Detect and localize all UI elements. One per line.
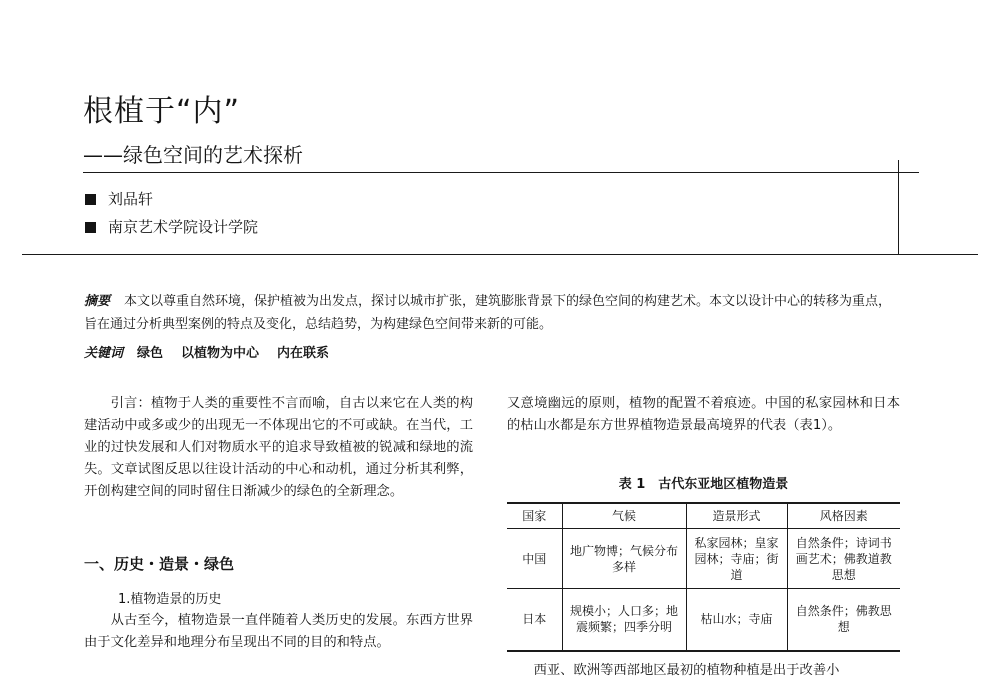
title-rule (83, 172, 919, 173)
table-caption: 表 1 古代东亚地区植物造景 (618, 477, 789, 492)
subsection-paragraph (84, 610, 473, 654)
table-cell: 私家园林；皇家园林；寺庙；街道 (686, 529, 787, 589)
header-divider (22, 254, 978, 255)
right-bottom-paragraph: 西亚、欧洲等西部地区最初的植物种植是出于改善小 (533, 663, 840, 678)
table-cell: 枯山水；寺庙 (686, 589, 787, 651)
bullet-square-icon (85, 222, 96, 233)
table-header-row (507, 503, 900, 529)
abstract (84, 290, 904, 336)
abstract-label: 摘要 (84, 294, 111, 309)
affiliation-line (85, 216, 258, 238)
title-rule-vertical (898, 160, 899, 254)
section-heading: 一、历史・造景・绿色 (84, 555, 235, 573)
subsection-text: 从古至今，植物造景一直伴随着人类历史的发展。东西方世界由于文化差异和地理分布呈现出不同的目的和特点。 (84, 613, 473, 650)
table-header-cell: 造景形式 (686, 503, 787, 529)
right-paragraph (507, 393, 900, 437)
table-header-cell: 风格因素 (787, 503, 900, 529)
table-cell: 中国 (507, 529, 562, 589)
table-header-cell: 气候 (562, 503, 686, 529)
table-cell: 自然条件；佛教思想 (787, 589, 900, 651)
bullet-square-icon (85, 194, 96, 205)
article-subtitle: ——绿色空间的艺术探析 (83, 143, 303, 167)
author-name: 刘品轩 (108, 190, 154, 208)
affiliation-name: 南京艺术学院设计学院 (108, 218, 259, 236)
table-header-cell: 国家 (507, 503, 562, 529)
subsection-heading: 1.植物造景的历史 (118, 592, 222, 607)
intro-text: 引言：植物于人类的重要性不言而喻，自古以来它在人类的构建活动中或多或少的出现无一不体现出它的不可或缺。在当代，工业的过快发展和人们对物质水平的追求导致植被的锐减和绿地的流失。文章试图反思以往设计活动的中心和动机，通过分析其利弊，开创构建空间的同时留住日渐减少的绿色的全新理念。 (84, 396, 473, 499)
keywords-label: 关键词 (84, 346, 124, 361)
table-cell: 地广物博；气候分布多样 (562, 529, 686, 589)
table-cell: 自然条件；诗词书画艺术；佛教道教思想 (787, 529, 900, 589)
abstract-text: 本文以尊重自然环境，保护植被为出发点，探讨以城市扩张，建筑膨胀背景下的绿色空间的构建艺术。本文以设计中心的转移为重点，旨在通过分析典型案例的特点及变化，总结趋势，为构建绿色空间带来新的可能。 (84, 294, 892, 332)
table-cell: 日本 (507, 589, 562, 651)
article-title: 根植于“内” (83, 94, 241, 129)
table-row (507, 529, 900, 589)
keyword-term: 内在联系 (277, 346, 330, 361)
intro-paragraph (84, 393, 473, 503)
keyword-term: 绿色 (137, 346, 164, 361)
keywords (84, 344, 347, 364)
keyword-term: 以植物为中心 (181, 346, 260, 361)
climate-table (507, 502, 900, 652)
table-row (507, 589, 900, 651)
table-cell: 规模小；人口多；地震频繁；四季分明 (562, 589, 686, 651)
right-text: 又意境幽远的原则，植物的配置不着痕迹。中国的私家园林和日本的枯山水都是东方世界植物造景最高境界的代表（表1）。 (507, 396, 900, 433)
author-line (85, 188, 153, 210)
